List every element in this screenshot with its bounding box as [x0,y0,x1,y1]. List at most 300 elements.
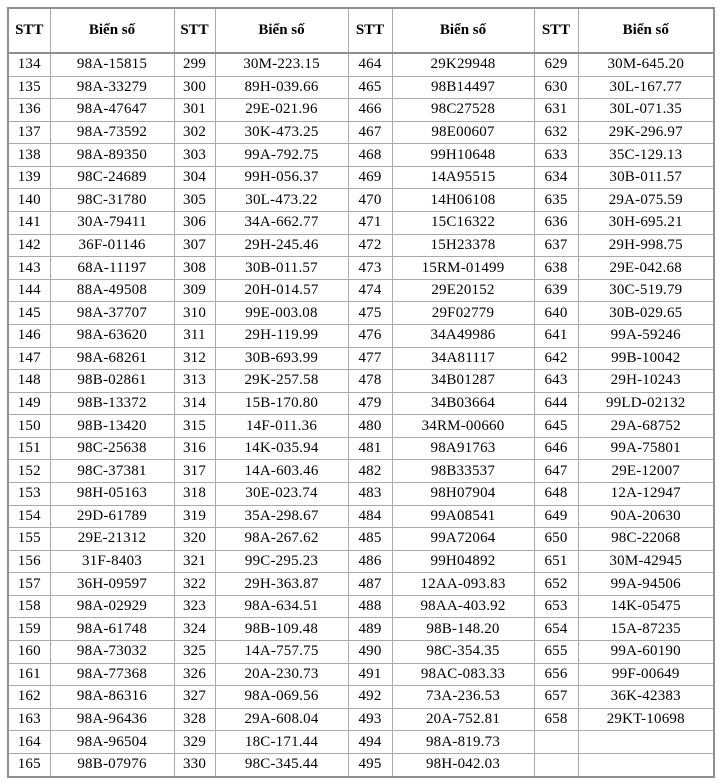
stt-cell: 647 [534,460,578,483]
plate-cell: 30M-645.20 [578,53,714,76]
plate-cell: 29A-075.59 [578,189,714,212]
stt-cell: 160 [8,641,50,664]
table-row [8,257,714,280]
table-row [8,437,714,460]
table-row [8,53,714,76]
plate-cell: 29H-10243 [578,370,714,393]
plate-cell: 18C-171.44 [215,731,348,754]
stt-cell: 495 [348,753,392,777]
plate-cell: 98A-819.73 [392,731,534,754]
stt-cell: 646 [534,437,578,460]
stt-cell: 480 [348,415,392,438]
table-row [8,392,714,415]
stt-cell: 153 [8,483,50,506]
stt-cell: 315 [174,415,215,438]
plate-cell: 88A-49508 [50,279,174,302]
stt-cell: 156 [8,550,50,573]
plate-cell: 98A-634.51 [215,595,348,618]
column-header-stt: STT [348,8,392,53]
license-plate-table [7,7,715,778]
plate-cell: 98A-37707 [50,302,174,325]
table-row [8,708,714,731]
stt-cell: 147 [8,347,50,370]
stt-cell: 324 [174,618,215,641]
stt-cell: 633 [534,144,578,167]
stt-cell: 135 [8,76,50,99]
stt-cell: 632 [534,121,578,144]
plate-cell: 98A-68261 [50,347,174,370]
plate-cell: 29K-296.97 [578,121,714,144]
plate-cell: 29E-21312 [50,528,174,551]
stt-cell: 163 [8,708,50,731]
column-header-stt: STT [174,8,215,53]
plate-cell: 34A-662.77 [215,212,348,235]
stt-cell: 307 [174,234,215,257]
stt-cell: 314 [174,392,215,415]
plate-cell: 29E-12007 [578,460,714,483]
table-row [8,166,714,189]
stt-cell: 325 [174,641,215,664]
stt-cell: 650 [534,528,578,551]
plate-cell: 14K-035.94 [215,437,348,460]
plate-cell: 98A-15815 [50,53,174,76]
plate-cell: 29H-119.99 [215,324,348,347]
stt-cell: 475 [348,302,392,325]
stt-cell [534,731,578,754]
plate-cell: 20A-230.73 [215,663,348,686]
table-row [8,415,714,438]
stt-cell: 164 [8,731,50,754]
plate-cell: 90A-20630 [578,505,714,528]
plate-cell: 14F-011.36 [215,415,348,438]
stt-cell: 490 [348,641,392,664]
stt-cell: 484 [348,505,392,528]
table-row [8,302,714,325]
stt-cell: 629 [534,53,578,76]
stt-cell: 487 [348,573,392,596]
stt-cell: 300 [174,76,215,99]
plate-cell: 29E-021.96 [215,99,348,122]
plate-cell: 14A-603.46 [215,460,348,483]
plate-cell: 14A-757.75 [215,641,348,664]
plate-cell: 34B01287 [392,370,534,393]
stt-cell [534,753,578,777]
plate-cell: 31F-8403 [50,550,174,573]
stt-cell: 161 [8,663,50,686]
stt-cell: 657 [534,686,578,709]
plate-cell: 99E-003.08 [215,302,348,325]
plate-cell: 98A-069.56 [215,686,348,709]
stt-cell: 138 [8,144,50,167]
plate-cell: 99H10648 [392,144,534,167]
plate-cell: 98C-24689 [50,166,174,189]
plate-cell: 29E-042.68 [578,257,714,280]
stt-cell: 630 [534,76,578,99]
stt-cell: 643 [534,370,578,393]
plate-cell: 98A-96436 [50,708,174,731]
table-row [8,753,714,777]
plate-cell: 98B14497 [392,76,534,99]
plate-cell: 98A-63620 [50,324,174,347]
plate-cell: 12A-12947 [578,483,714,506]
plate-cell: 29A-68752 [578,415,714,438]
plate-cell: 68A-11197 [50,257,174,280]
stt-cell: 486 [348,550,392,573]
plate-cell: 73A-236.53 [392,686,534,709]
stt-cell: 313 [174,370,215,393]
stt-cell: 471 [348,212,392,235]
plate-cell: 98H-042.03 [392,753,534,777]
plate-cell: 30L-071.35 [578,99,714,122]
plate-cell: 29H-245.46 [215,234,348,257]
plate-cell: 98A-47647 [50,99,174,122]
stt-cell: 308 [174,257,215,280]
stt-cell: 651 [534,550,578,573]
table-row [8,324,714,347]
stt-cell: 302 [174,121,215,144]
plate-cell: 15RM-01499 [392,257,534,280]
column-header-plate: Biển số [50,8,174,53]
stt-cell: 479 [348,392,392,415]
plate-cell: 99A-59246 [578,324,714,347]
table-row [8,618,714,641]
stt-cell: 469 [348,166,392,189]
plate-cell: 98A-33279 [50,76,174,99]
plate-cell: 98B-02861 [50,370,174,393]
stt-cell: 134 [8,53,50,76]
stt-cell: 478 [348,370,392,393]
stt-cell: 329 [174,731,215,754]
stt-cell: 477 [348,347,392,370]
stt-cell: 645 [534,415,578,438]
stt-cell: 136 [8,99,50,122]
stt-cell: 635 [534,189,578,212]
plate-cell: 99B-10042 [578,347,714,370]
plate-cell: 98C-22068 [578,528,714,551]
stt-cell: 152 [8,460,50,483]
stt-cell: 145 [8,302,50,325]
stt-cell: 653 [534,595,578,618]
stt-cell: 648 [534,483,578,506]
stt-cell: 309 [174,279,215,302]
plate-cell: 34A49986 [392,324,534,347]
stt-cell: 658 [534,708,578,731]
stt-cell: 649 [534,505,578,528]
stt-cell: 330 [174,753,215,777]
table-row [8,573,714,596]
plate-cell: 34A81117 [392,347,534,370]
plate-cell: 30H-695.21 [578,212,714,235]
plate-cell: 98A-267.62 [215,528,348,551]
stt-cell: 149 [8,392,50,415]
table-row [8,483,714,506]
stt-cell: 465 [348,76,392,99]
stt-cell: 493 [348,708,392,731]
table-row [8,189,714,212]
table-row [8,234,714,257]
stt-cell: 320 [174,528,215,551]
stt-cell: 326 [174,663,215,686]
stt-cell: 464 [348,53,392,76]
table-body [8,53,714,777]
plate-cell: 98E00607 [392,121,534,144]
column-header-plate: Biển số [215,8,348,53]
stt-cell: 162 [8,686,50,709]
table-row [8,279,714,302]
stt-cell: 316 [174,437,215,460]
stt-cell: 483 [348,483,392,506]
plate-cell: 36H-09597 [50,573,174,596]
plate-cell: 15H23378 [392,234,534,257]
plate-cell: 98A-86316 [50,686,174,709]
plate-cell: 35C-129.13 [578,144,714,167]
plate-cell: 29H-998.75 [578,234,714,257]
plate-cell: 30K-473.25 [215,121,348,144]
stt-cell: 146 [8,324,50,347]
stt-cell: 299 [174,53,215,76]
plate-cell: 99A08541 [392,505,534,528]
stt-cell: 322 [174,573,215,596]
stt-cell: 494 [348,731,392,754]
plate-cell: 30M-42945 [578,550,714,573]
plate-cell: 89H-039.66 [215,76,348,99]
plate-cell: 15B-170.80 [215,392,348,415]
stt-cell: 159 [8,618,50,641]
stt-cell: 467 [348,121,392,144]
plate-cell: 99A-75801 [578,437,714,460]
stt-cell: 137 [8,121,50,144]
plate-cell: 30M-223.15 [215,53,348,76]
stt-cell: 311 [174,324,215,347]
stt-cell: 154 [8,505,50,528]
plate-cell: 98C-37381 [50,460,174,483]
plate-cell [578,753,714,777]
plate-cell: 98B-07976 [50,753,174,777]
column-header-stt: STT [534,8,578,53]
stt-cell: 641 [534,324,578,347]
stt-cell: 139 [8,166,50,189]
stt-cell: 637 [534,234,578,257]
stt-cell: 312 [174,347,215,370]
stt-cell: 473 [348,257,392,280]
plate-cell: 29D-61789 [50,505,174,528]
plate-cell: 98H-05163 [50,483,174,506]
plate-cell: 36F-01146 [50,234,174,257]
table-row [8,550,714,573]
plate-cell: 98C27528 [392,99,534,122]
plate-cell: 14K-05475 [578,595,714,618]
stt-cell: 304 [174,166,215,189]
plate-cell: 98B33537 [392,460,534,483]
stt-cell: 155 [8,528,50,551]
table-header [8,8,714,53]
column-header-plate: Biển số [392,8,534,53]
stt-cell: 148 [8,370,50,393]
stt-cell: 488 [348,595,392,618]
table-row [8,641,714,664]
plate-cell: 14A95515 [392,166,534,189]
table-row [8,595,714,618]
stt-cell: 652 [534,573,578,596]
stt-cell: 631 [534,99,578,122]
plate-cell: 98C-345.44 [215,753,348,777]
plate-cell: 98B-13372 [50,392,174,415]
table-row [8,460,714,483]
stt-cell: 144 [8,279,50,302]
stt-cell: 634 [534,166,578,189]
plate-cell: 98A-61748 [50,618,174,641]
table-row [8,528,714,551]
stt-cell: 141 [8,212,50,235]
plate-cell: 30E-023.74 [215,483,348,506]
table-row [8,121,714,144]
plate-cell: 20A-752.81 [392,708,534,731]
stt-cell: 485 [348,528,392,551]
plate-cell: 30B-693.99 [215,347,348,370]
plate-cell: 30B-029.65 [578,302,714,325]
plate-cell: 34RM-00660 [392,415,534,438]
stt-cell: 318 [174,483,215,506]
stt-cell: 492 [348,686,392,709]
stt-cell: 474 [348,279,392,302]
plate-cell: 99A-792.75 [215,144,348,167]
stt-cell: 468 [348,144,392,167]
stt-cell: 140 [8,189,50,212]
plate-cell: 35A-298.67 [215,505,348,528]
plate-cell: 98B-109.48 [215,618,348,641]
table-row [8,663,714,686]
plate-cell: 98C-31780 [50,189,174,212]
stt-cell: 150 [8,415,50,438]
table-row [8,76,714,99]
stt-cell: 328 [174,708,215,731]
plate-cell: 30C-519.79 [578,279,714,302]
plate-cell: 98A-89350 [50,144,174,167]
stt-cell: 157 [8,573,50,596]
plate-cell: 98C-25638 [50,437,174,460]
plate-cell: 29K29948 [392,53,534,76]
plate-cell: 99C-295.23 [215,550,348,573]
plate-cell: 99A-94506 [578,573,714,596]
stt-cell: 639 [534,279,578,302]
plate-cell: 98A-02929 [50,595,174,618]
plate-cell: 29F02779 [392,302,534,325]
table-row [8,99,714,122]
plate-cell: 98A-73592 [50,121,174,144]
plate-cell: 98AA-403.92 [392,595,534,618]
plate-cell: 99H-056.37 [215,166,348,189]
stt-cell: 470 [348,189,392,212]
plate-cell: 29E20152 [392,279,534,302]
stt-cell: 321 [174,550,215,573]
table-row [8,505,714,528]
plate-cell: 20H-014.57 [215,279,348,302]
table-row [8,347,714,370]
stt-cell: 151 [8,437,50,460]
stt-cell: 142 [8,234,50,257]
table-row [8,212,714,235]
table-row [8,686,714,709]
table-row [8,731,714,754]
stt-cell: 638 [534,257,578,280]
stt-cell: 481 [348,437,392,460]
plate-cell: 34B03664 [392,392,534,415]
plate-cell [578,731,714,754]
plate-cell: 98AC-083.33 [392,663,534,686]
stt-cell: 642 [534,347,578,370]
stt-cell: 143 [8,257,50,280]
plate-cell: 98B-148.20 [392,618,534,641]
plate-cell: 98A-77368 [50,663,174,686]
plate-cell: 99A72064 [392,528,534,551]
column-header-plate: Biển số [578,8,714,53]
stt-cell: 654 [534,618,578,641]
stt-cell: 656 [534,663,578,686]
stt-cell: 655 [534,641,578,664]
plate-cell: 98A-96504 [50,731,174,754]
plate-cell: 98B-13420 [50,415,174,438]
header-row [8,8,714,53]
column-header-stt: STT [8,8,50,53]
table-row [8,144,714,167]
plate-cell: 30L-473.22 [215,189,348,212]
stt-cell: 305 [174,189,215,212]
stt-cell: 165 [8,753,50,777]
plate-cell: 30L-167.77 [578,76,714,99]
plate-cell: 12AA-093.83 [392,573,534,596]
plate-cell: 99A-60190 [578,641,714,664]
stt-cell: 301 [174,99,215,122]
stt-cell: 323 [174,595,215,618]
plate-cell: 15A-87235 [578,618,714,641]
plate-cell: 29H-363.87 [215,573,348,596]
stt-cell: 327 [174,686,215,709]
stt-cell: 476 [348,324,392,347]
stt-cell: 310 [174,302,215,325]
stt-cell: 319 [174,505,215,528]
plate-cell: 98A91763 [392,437,534,460]
plate-cell: 30B-011.57 [215,257,348,280]
plate-cell: 99H04892 [392,550,534,573]
plate-cell: 29K-257.58 [215,370,348,393]
stt-cell: 466 [348,99,392,122]
plate-cell: 14H06108 [392,189,534,212]
plate-cell: 98C-354.35 [392,641,534,664]
plate-cell: 99F-00649 [578,663,714,686]
plate-cell: 36K-42383 [578,686,714,709]
stt-cell: 306 [174,212,215,235]
plate-cell: 30A-79411 [50,212,174,235]
plate-cell: 98H07904 [392,483,534,506]
stt-cell: 303 [174,144,215,167]
stt-cell: 158 [8,595,50,618]
stt-cell: 489 [348,618,392,641]
stt-cell: 640 [534,302,578,325]
stt-cell: 472 [348,234,392,257]
plate-cell: 29A-608.04 [215,708,348,731]
plate-cell: 15C16322 [392,212,534,235]
plate-cell: 30B-011.57 [578,166,714,189]
stt-cell: 644 [534,392,578,415]
table-row [8,370,714,393]
plate-cell: 29KT-10698 [578,708,714,731]
stt-cell: 317 [174,460,215,483]
plate-cell: 98A-73032 [50,641,174,664]
stt-cell: 636 [534,212,578,235]
stt-cell: 491 [348,663,392,686]
plate-cell: 99LD-02132 [578,392,714,415]
stt-cell: 482 [348,460,392,483]
